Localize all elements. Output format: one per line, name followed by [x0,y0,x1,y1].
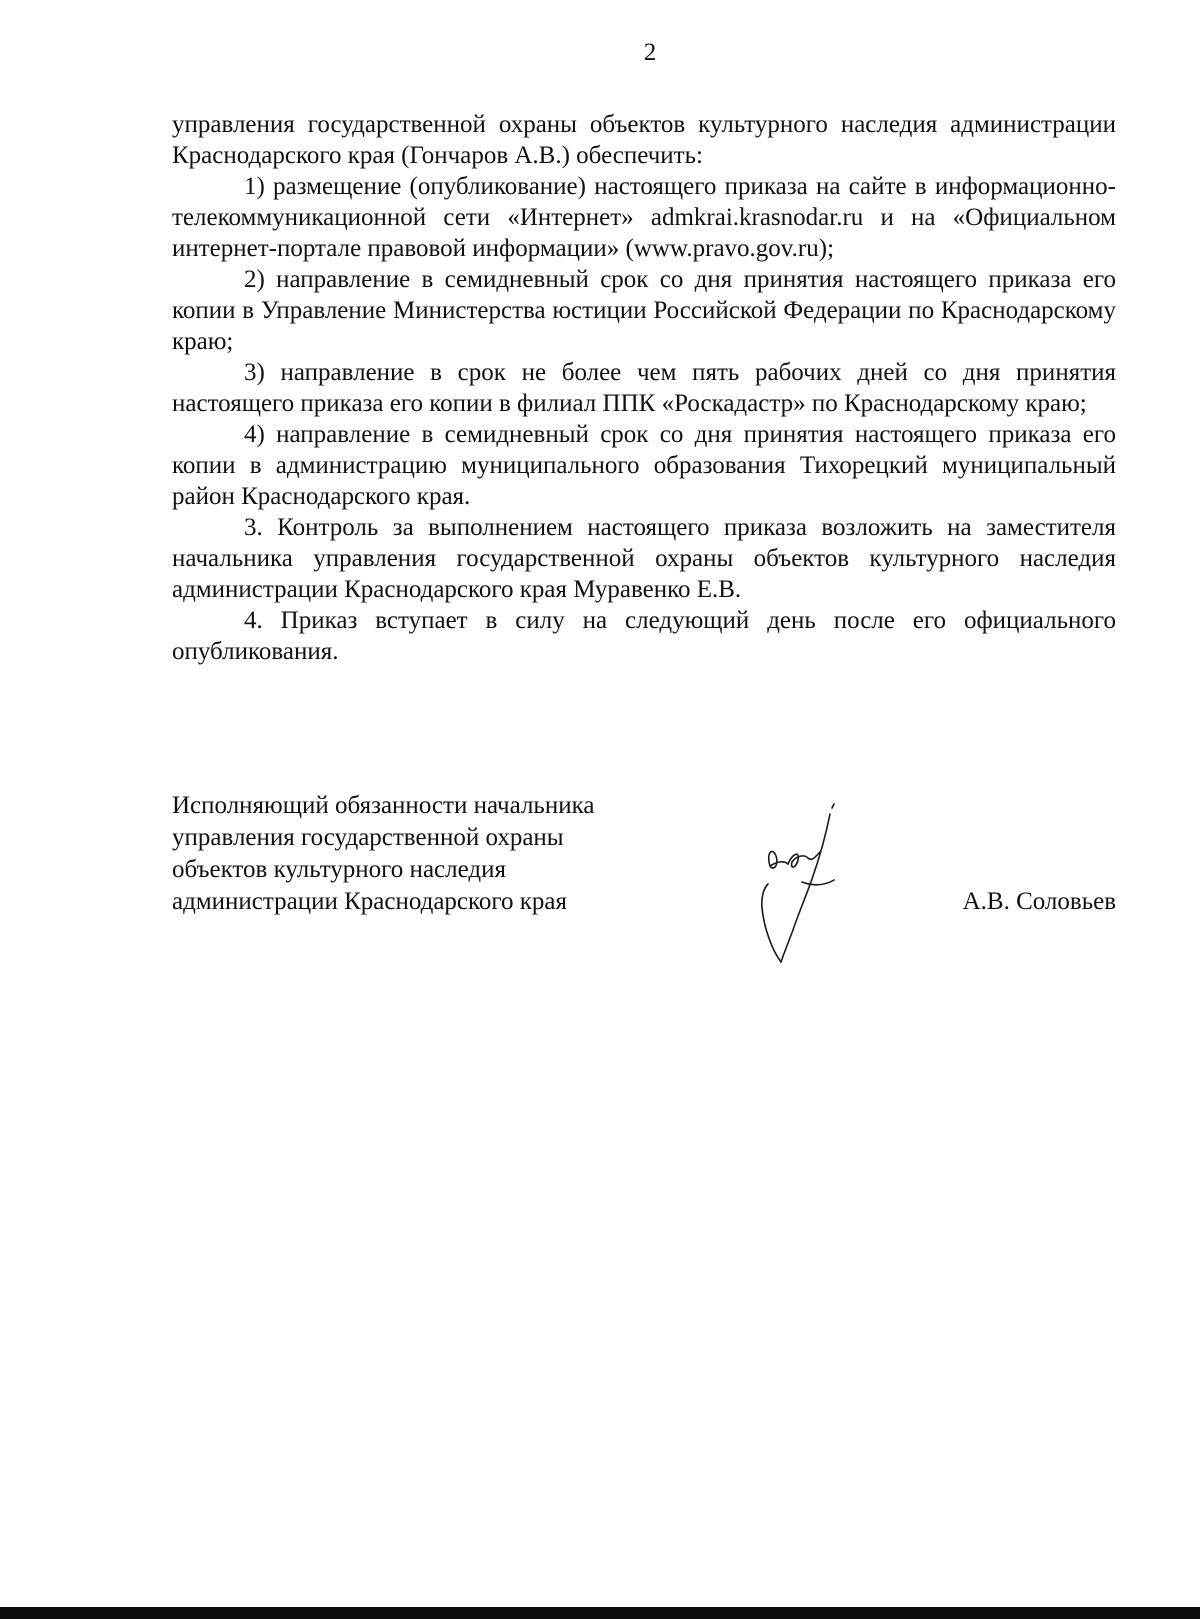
paragraph-clause-3: 3. Контроль за выполнением настоящего приказа возложить на заместителя начальника управления государственной охраны объектов культурного наследия администрации Краснодарского края Муравенко Е.В. [172,514,1116,603]
paragraph-item-4: 4) направление в семидневный срок со дня принятия настоящего приказа его копии в администрацию муниципального образования Тихорецкий муниципальный район Краснодарского края. [172,421,1116,510]
handwritten-signature-icon [750,790,870,980]
signer-position-line: объектов культурного наследия [172,856,506,883]
page-number: 2 [643,39,657,66]
signer-name: А.В. Соловьев [962,888,1116,915]
signer-position-line: Исполняющий обязанности начальника [172,792,595,819]
paragraph-item-1: 1) размещение (опубликование) настоящего приказа на сайте в информационно-телекоммуникационной сети «Интернет» admkrai.krasnodar.ru и на «Официальном интернет-портале правовой информации» (www.pravo.gov.ru); [172,173,1116,262]
scan-bottom-edge [0,1607,1200,1619]
paragraph-item-3: 3) направление в срок не более чем пять рабочих дней со дня принятия настоящего приказа его копии в филиал ППК «Роскадастр» по Краснодарскому краю; [172,359,1116,417]
paragraph-clause-4: 4. Приказ вступает в силу на следующий день после его официального опубликования. [172,607,1116,665]
paragraph-continuation: управления государственной охраны объектов культурного наследия администрации Краснодарского края (Гончаров А.В.) обеспечить: [172,111,1116,169]
signer-position-line: администрации Краснодарского края [172,888,568,915]
signature-block [172,790,1116,990]
document-body [172,109,1116,667]
signer-position-line: управления государственной охраны [172,824,564,851]
signer-position [172,790,692,918]
paragraph-item-2: 2) направление в семидневный срок со дня принятия настоящего приказа его копии в Управление Министерства юстиции Российской Федерации по Краснодарскому краю; [172,266,1116,355]
